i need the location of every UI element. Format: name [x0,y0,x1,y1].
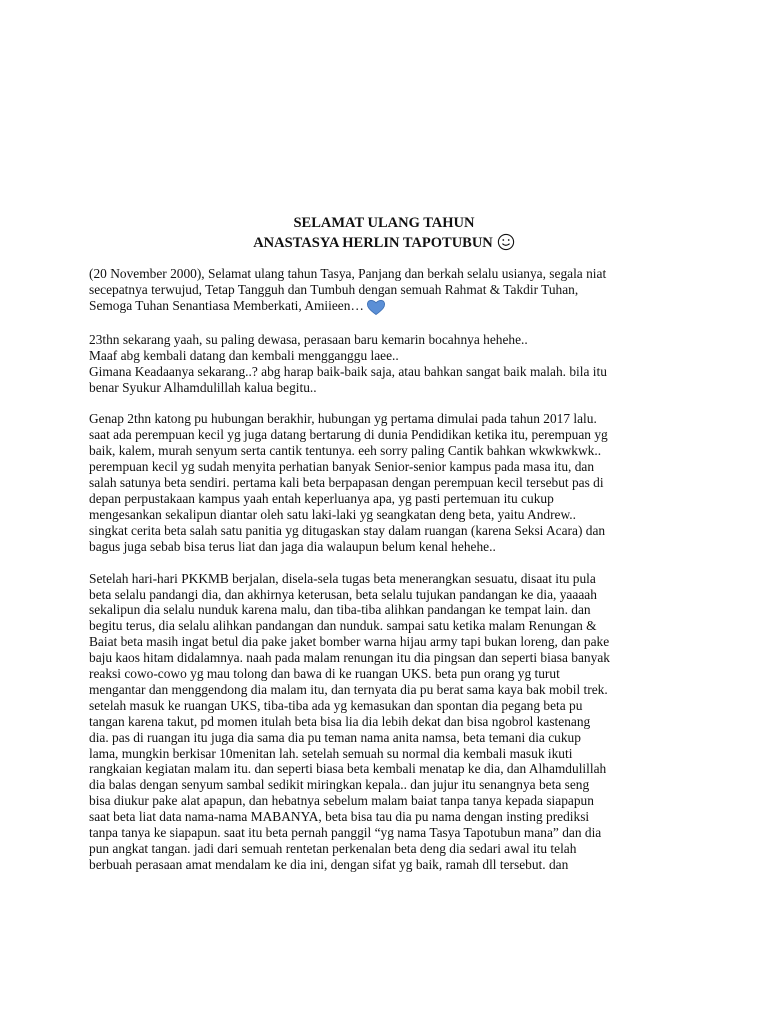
text-line: berbuah perasaan amat mendalam ke dia ini, dengan sifat yg baik, ramah dll tersebut. dan [89,856,569,872]
paragraph-4 [89,571,689,873]
blue-heart-icon [366,298,386,316]
paragraph-2 [89,332,689,396]
text-line: saat ada perempuan kecil yg juga datang bertarung di dunia Pendidikan ketika itu, perempuan yg [89,427,608,443]
text-line: (20 November 2000), Selamat ulang tahun Tasya, Panjang dan berkah selalu usianya, segala niat [89,266,607,281]
text-line: tanpa tanya ke siapapun. saat itu beta pernah panggil “yg nama Tasya Tapotubun mana” dan dia [89,825,602,841]
text-line: 23thn sekarang yaah, su paling dewasa, perasaan baru kemarin bocahnya hehehe.. [89,331,528,347]
text-line: depan perpustakaan kampus yaah entah keperluanya apa, yg pasti pertemuan itu cukup [89,490,554,506]
text-line: beta selalu pandangi dia, dan akhirnya keterusan, beta selalu tujukan pandangan ke dia, yaaaah [89,586,597,602]
text-line: reaksi cowo-cowo yg mau tolong dan bawa di ke ruangan UKS. beta pun orang yg turut [89,666,560,682]
text-line: tangan karena takut, pd momen itulah beta bisa lia dia lebih dekat dan bisa ngobrol kastenang [89,713,591,729]
text-line: baik, kalem, murah senyum serta cantik tentunya. eeh sorry paling Cantik bahkan wkwkwkwk.. [89,443,602,459]
text-line: Gimana Keadaanya sekarang..? abg harap baik-baik saja, atau bahkan sangat baik malah. bila itu [89,363,607,379]
text-line: secepatnya terwujud, Tetap Tangguh dan Tumbuh dengan semuah Rahmat & Takdir Tuhan, [89,281,579,297]
text-line: begitu terus, dia selalu alihkan pandangan dan nunduk. sampai satu ketika malam Renungan & [89,618,597,634]
text-line: saat beta liat data nama-nama MABANYA, beta bisa tau dia pu nama dengan insting prediksi [89,809,590,825]
text-line: singkat cerita beta salah satu panitia yg ditugaskan stay dalam ruangan (karena Seksi Acara) dan [89,522,606,538]
text-line: bagus juga sebab bisa terus liat dan jaga dia walaupun belum kenal hehehe.. [89,538,496,554]
text-line: rangkaian kegiatan malam itu. dan seperti biasa beta kembali menatap ke dia, dan Alhamdulillah [89,761,607,777]
text-line: dia balas dengan senyum sambal sedikit miringkan kepala.. dan jujur itu senangnya beta seng [89,777,590,793]
title-line-2-wrapper [0,233,768,253]
text-line: sekalipun dia selalu nunduk karena malu, dan tiba-tiba alihkan pandangan ke tempat lain. dan [89,602,591,618]
smiley-face-icon [497,233,515,251]
text-line: mengesankan sekalipun diantar oleh satu laki-laki yg seangkatan deng beta, yaitu Andrew.. [89,506,576,522]
text-line: lama, mungkin berkisar 10menitan lah. setelah semuah su normal dia kembali masuk ikuti [89,745,573,761]
text-line-with-heart [89,298,689,316]
text-line: bisa diukur pake alat apapun, dan hebatnya sebelum malam baiat tanpa tanya kepada siapapun [89,793,594,809]
text-line: Setelah hari-hari PKKMB berjalan, disela-sela tugas beta menerangkan sesuatu, disaat itu pula [89,570,596,586]
paragraph-1 [89,266,689,316]
text-line: baju kaos hitam didalamnya. naah pada malam renungan itu dia pingsan dan seperti biasa banyak [89,650,610,666]
paragraph-3 [89,411,689,554]
text-line: dia. pas di ruangan itu juga dia sama dia pu teman nama anita namsa, beta temani dia cukup [89,729,581,745]
text-line: benar Syukur Alhamdulillah kalua begitu.. [89,379,317,395]
text-line: salah satunya beta sendiri. pertama kali beta berpapasan dengan perempuan kecil tersebut pas di [89,475,604,491]
document-title [0,214,768,253]
text-line: setelah masuk ke ruangan UKS, tiba-tiba ada yg kemasukan dan spontan dia pegang beta pu [89,697,583,713]
text-line: perempuan kecil yg sudah menyita perhatian banyak Senior-senior kampus pada masa itu, dan [89,459,595,475]
title-line-2: ANASTASYA HERLIN TAPOTUBUN [253,235,493,251]
text-line: mengantar dan menggendong dia malam itu, dan ternyata dia pu berat sama kaya bak mobil trek. [89,681,608,697]
title-line-1: SELAMAT ULANG TAHUN [293,215,475,231]
text-line: Semoga Tuhan Senantiasa Memberkati, Amiieen… [89,297,364,313]
text-line: pun angkat tangan. jadi dari semuah rentetan perkenalan beta deng dia sedari awal itu telah [89,841,577,856]
text-line: Genap 2thn katong pu hubungan berakhir, hubungan yg pertama dimulai pada tahun 2017 lalu. [89,411,597,427]
letter-body [89,266,689,889]
text-line: Maaf abg kembali datang dan kembali mengganggu laee.. [89,347,399,363]
text-line: Baiat beta masih ingat betul dia pake jaket bomber warna hijau army tapi bukan loreng, dan pake [89,634,610,650]
